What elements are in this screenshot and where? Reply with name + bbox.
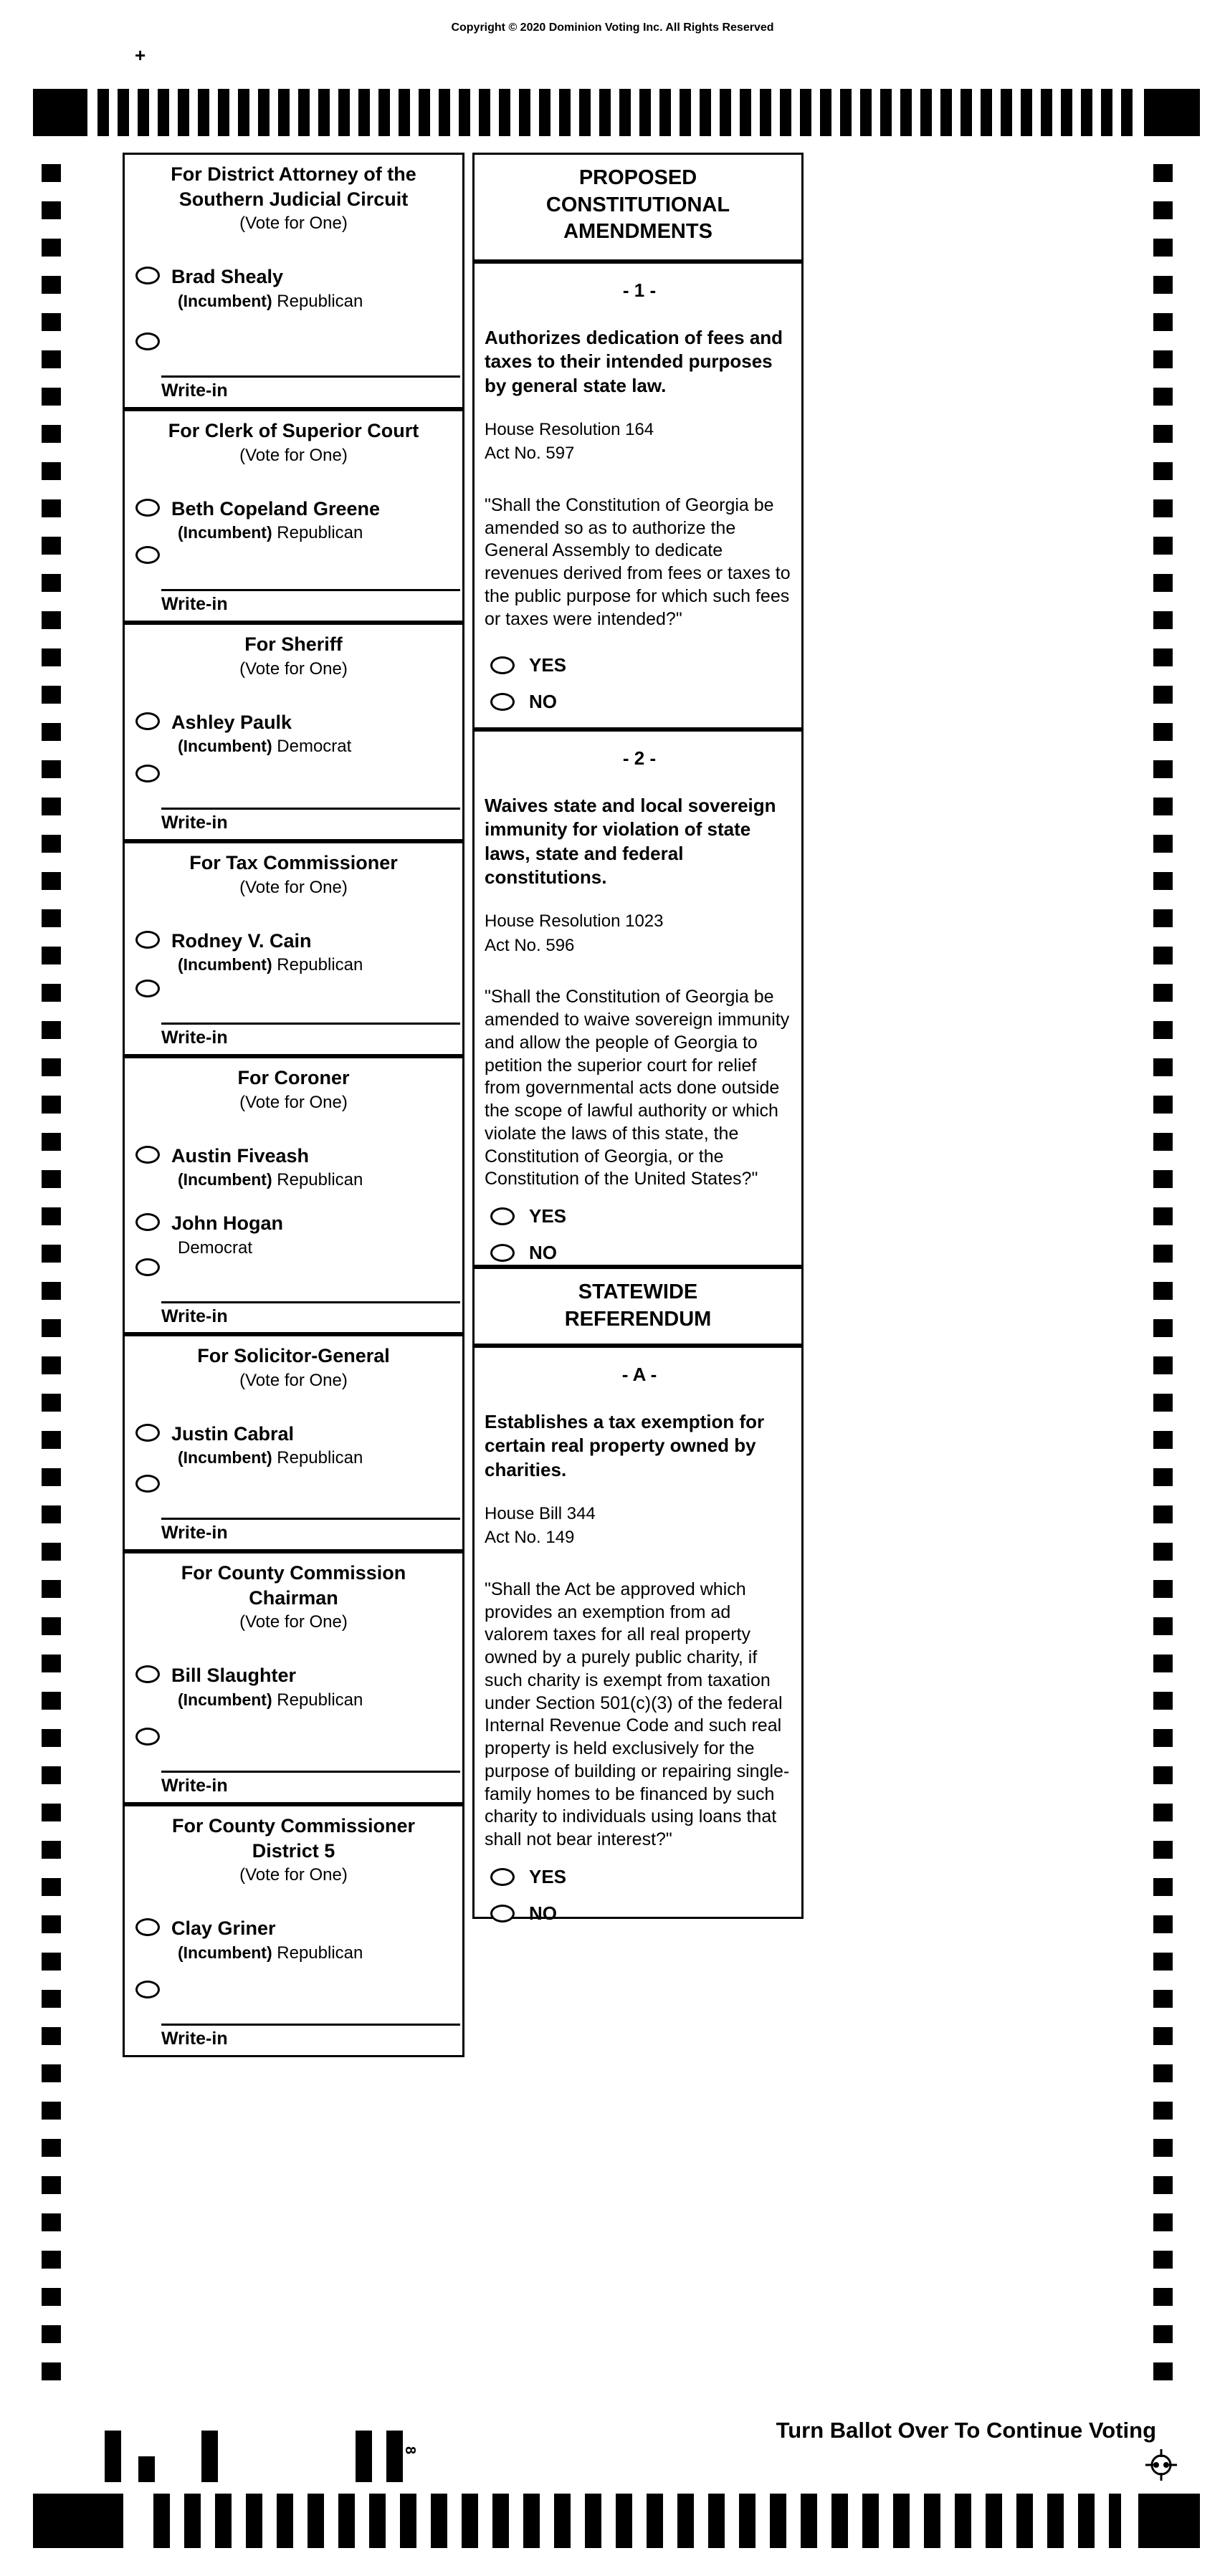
write-in-line: [161, 589, 460, 591]
write-in-line: [161, 375, 460, 378]
write-in-line: [161, 2024, 460, 2026]
section-header-proposed-constitutional-amendments: [472, 153, 804, 262]
yes-oval[interactable]: [490, 656, 515, 674]
authority-line: Act No. 597: [485, 444, 575, 464]
contest-title-line: Southern Judicial Circuit: [178, 188, 409, 210]
candidate-row: [125, 1424, 462, 1469]
no-oval[interactable]: [490, 693, 515, 711]
no-choice-row: [485, 1242, 794, 1264]
barcode-mark: [386, 2431, 403, 2482]
incumbent-label: (Incumbent): [178, 1170, 272, 1189]
candidate-info: [171, 267, 363, 312]
measure-authority: [485, 909, 794, 957]
oval-beth-copeland-greene[interactable]: [135, 499, 160, 517]
measure-number: - A -: [621, 1364, 657, 1385]
candidate-row: [125, 1213, 462, 1258]
contest-title: [125, 162, 462, 211]
candidate-subline: [178, 737, 351, 757]
contest-title: [125, 1561, 462, 1610]
write-in-oval[interactable]: [135, 1728, 160, 1746]
write-in-line: [161, 808, 460, 810]
candidate-row: [125, 712, 462, 757]
measure-question: "Shall the Constitution of Georgia be amended so as to authorize the General Assembly to dedicate revenues derived from fees or taxes to the public purpose for which such fees or taxes were intended?": [485, 494, 791, 629]
authority-line: House Resolution 164: [485, 419, 654, 439]
measure-choices: [485, 1852, 794, 1930]
write-in-label: Write-in: [161, 594, 228, 614]
timing-marks-right: [1153, 164, 1173, 2393]
contest-for-tax-commissioner: [123, 841, 464, 1056]
measure-authority: [485, 418, 794, 466]
write-in-label: Write-in: [161, 1306, 228, 1326]
candidate-name: Clay Griner: [171, 1917, 276, 1940]
contests-column: [123, 153, 464, 2057]
candidate-name: Justin Cabral: [171, 1422, 295, 1445]
write-in-label: Write-in: [161, 380, 228, 401]
candidate-name: Austin Fiveash: [171, 1144, 310, 1167]
barcode-mark: [356, 2431, 372, 2482]
party-label: Republican: [272, 523, 363, 543]
yes-choice-row: [485, 1205, 794, 1227]
timing-marks-top: [97, 89, 1134, 136]
measure-a: [472, 1346, 804, 1924]
vote-for-label: (Vote for One): [239, 1092, 348, 1112]
incumbent-label: (Incumbent): [178, 291, 272, 310]
candidate-info: [171, 499, 380, 544]
registration-mark-icon: [1143, 2446, 1180, 2484]
measure-summary: Waives state and local sovereign immunity for violation of state laws, state and federal constitutions.: [485, 795, 776, 888]
timing-marks-bottom: [153, 2494, 1121, 2548]
section-header-line: REFERENDUM: [564, 1307, 712, 1331]
contest-title: [125, 1344, 462, 1369]
write-in-oval[interactable]: [135, 332, 160, 350]
measure-number: - 2 -: [622, 747, 657, 769]
contest-title-line: For Solicitor-General: [197, 1345, 390, 1366]
candidate-row: [125, 1146, 462, 1191]
measure-summary: Authorizes dedication of fees and taxes to their intended purposes by general state law.: [485, 327, 783, 396]
candidate-name: Rodney V. Cain: [171, 929, 312, 952]
incumbent-label: (Incumbent): [178, 523, 272, 542]
write-in-oval[interactable]: [135, 765, 160, 782]
contest-title: [125, 418, 462, 444]
write-in-oval-row: [125, 1475, 462, 1496]
incumbent-label: (Incumbent): [178, 1690, 272, 1709]
contest-for-coroner: [123, 1056, 464, 1334]
candidate-info: [171, 1146, 363, 1191]
candidate-subline: [178, 292, 363, 312]
write-in-line: [161, 1023, 460, 1025]
contest-title: [125, 851, 462, 876]
timing-marks-left: [42, 164, 61, 2393]
oval-john-hogan[interactable]: [135, 1213, 160, 1231]
plus-mark: +: [135, 44, 146, 66]
write-in-label: Write-in: [161, 1776, 228, 1796]
vote-for-label: (Vote for One): [239, 877, 348, 897]
timing-block-bottom-right: [1138, 2494, 1200, 2548]
candidate-subline: [178, 1690, 363, 1710]
contest-for-county-commissioner-district-5: [123, 1804, 464, 2057]
timing-block-bottom-left: [33, 2494, 123, 2548]
barcode-mark: [138, 2456, 155, 2482]
party-label: Republican: [272, 291, 363, 311]
candidate-info: [171, 1213, 283, 1258]
measure-2: [472, 729, 804, 1267]
candidate-row: [125, 1918, 462, 1963]
measure-1: [472, 262, 804, 729]
measure-choices: [485, 640, 794, 719]
oval-bill-slaughter[interactable]: [135, 1665, 160, 1683]
candidate-name: Bill Slaughter: [171, 1665, 297, 1687]
party-label: Democrat: [178, 1237, 253, 1258]
copyright-text: Copyright © 2020 Dominion Voting Inc. All Rights Reserved: [451, 21, 774, 34]
candidate-subline: [178, 1943, 363, 1963]
authority-line: Act No. 149: [485, 1528, 575, 1548]
candidate-subline: [178, 523, 380, 543]
candidate-info: [171, 1424, 363, 1469]
contest-title-line: For Sheriff: [244, 633, 343, 655]
incumbent-label: (Incumbent): [178, 1943, 272, 1962]
write-in-oval-row: [125, 1728, 462, 1749]
timing-block-top-right: [1144, 89, 1200, 136]
contest-for-solicitor-general: [123, 1334, 464, 1551]
contest-for-clerk-of-superior-court: [123, 409, 464, 623]
contest-title-line: District 5: [252, 1839, 335, 1862]
oval-brad-shealy[interactable]: [135, 267, 160, 284]
authority-line: Act No. 596: [485, 935, 575, 955]
oval-clay-griner[interactable]: [135, 1918, 160, 1936]
candidate-name: Ashley Paulk: [171, 711, 292, 733]
oval-rodney-v-cain[interactable]: [135, 931, 160, 949]
yes-label: YES: [529, 654, 567, 676]
vote-for-label: (Vote for One): [239, 1865, 348, 1885]
candidate-name: John Hogan: [171, 1212, 283, 1235]
contest-title-line: Chairman: [249, 1586, 338, 1609]
yes-choice-row: [485, 1866, 794, 1888]
yes-oval[interactable]: [490, 1868, 515, 1886]
contest-title: [125, 1814, 462, 1863]
vote-for-label: (Vote for One): [239, 1370, 348, 1390]
contest-for-sheriff: [123, 623, 464, 841]
write-in-oval-row: [125, 1258, 462, 1280]
write-in-area: [125, 1475, 462, 1549]
authority-line: House Resolution 1023: [485, 911, 664, 932]
measure-summary: Establishes a tax exemption for certain real property owned by charities.: [485, 1411, 765, 1480]
candidate-row: [125, 267, 462, 312]
contest-title-line: For Clerk of Superior Court: [168, 420, 419, 441]
candidate-subline: [178, 1448, 363, 1468]
write-in-oval[interactable]: [135, 980, 160, 997]
party-label: Republican: [272, 1170, 363, 1190]
no-label: NO: [529, 1902, 557, 1924]
no-oval[interactable]: [490, 1905, 515, 1923]
write-in-area: [125, 765, 462, 839]
measure-choices: [485, 1191, 794, 1270]
contest-title-line: For Tax Commissioner: [189, 852, 398, 873]
write-in-oval-row: [125, 980, 462, 1001]
no-label: NO: [529, 691, 557, 712]
measure-authority: [485, 1502, 794, 1550]
candidate-row: [125, 499, 462, 544]
candidate-subline: [178, 1170, 363, 1190]
vote-for-label: (Vote for One): [239, 1612, 348, 1632]
measure-question: "Shall the Act be approved which provides an exemption from ad valorem taxes for all real property owned by a purely public charity, if such charity is exempt from taxation under Section 501(c)(3) of the federal Internal Revenue Code and such real property is held exclusively for the purpose of building or repairing single-family homes to be financed by such charity to individuals using loans that shall not bear interest?": [485, 1579, 790, 1850]
contest-title: [125, 1066, 462, 1091]
write-in-oval-row: [125, 546, 462, 568]
no-choice-row: [485, 691, 794, 713]
vote-for-label: (Vote for One): [239, 659, 348, 679]
write-in-area: [125, 1981, 462, 2055]
write-in-label: Write-in: [161, 813, 228, 833]
yes-label: YES: [529, 1865, 567, 1887]
oval-ashley-paulk[interactable]: [135, 712, 160, 730]
contest-title: [125, 632, 462, 657]
section-header-statewide-referendum: [472, 1267, 804, 1346]
candidate-info: [171, 1665, 363, 1710]
party-label: Republican: [272, 955, 363, 975]
oval-justin-cabral[interactable]: [135, 1424, 160, 1442]
section-header-line: CONSTITUTIONAL: [545, 193, 730, 216]
candidate-name: Beth Copeland Greene: [171, 497, 381, 519]
yes-choice-row: [485, 654, 794, 676]
candidate-subline: [178, 955, 363, 975]
candidate-info: [171, 712, 351, 757]
write-in-oval[interactable]: [135, 1475, 160, 1493]
contest-title-line: For District Attorney of the: [171, 163, 416, 185]
write-in-oval[interactable]: [135, 1981, 160, 1998]
no-oval[interactable]: [490, 1244, 515, 1262]
write-in-area: [125, 980, 462, 1054]
incumbent-label: (Incumbent): [178, 1448, 272, 1467]
contest-for-district-attorney-of-the-southern-judicial-circuit: [123, 153, 464, 409]
barcode-digit: 8: [402, 2446, 419, 2455]
candidate-info: [171, 931, 363, 976]
candidate-row: [125, 1665, 462, 1710]
section-header-line: AMENDMENTS: [563, 220, 712, 244]
authority-line: House Bill 344: [485, 1503, 596, 1523]
write-in-label: Write-in: [161, 1028, 228, 1048]
barcode-mark: [201, 2431, 218, 2482]
party-label: Democrat: [272, 737, 352, 757]
candidate-info: [171, 1918, 363, 1963]
measure-number: - 1 -: [622, 279, 657, 301]
candidate-row: [125, 931, 462, 976]
write-in-area: [125, 546, 462, 621]
yes-oval[interactable]: [490, 1207, 515, 1225]
write-in-line: [161, 1771, 460, 1773]
section-header-line: STATEWIDE: [578, 1280, 698, 1303]
write-in-oval-row: [125, 1981, 462, 2002]
write-in-area: [125, 1258, 462, 1333]
contest-title-line: For County Commissioner: [171, 1815, 416, 1837]
vote-for-label: (Vote for One): [239, 214, 348, 234]
write-in-line: [161, 1518, 460, 1520]
measures-column: [472, 153, 804, 1924]
party-label: Republican: [272, 1943, 363, 1963]
incumbent-label: (Incumbent): [178, 737, 272, 756]
write-in-label: Write-in: [161, 2029, 228, 2049]
write-in-oval[interactable]: [135, 546, 160, 564]
party-label: Republican: [272, 1690, 363, 1710]
barcode-mark: [105, 2431, 121, 2482]
timing-block-top-left: [33, 89, 87, 136]
no-label: NO: [529, 1242, 557, 1263]
write-in-line: [161, 1301, 460, 1303]
write-in-oval-row: [125, 332, 462, 354]
candidate-name: Brad Shealy: [171, 266, 284, 288]
oval-austin-fiveash[interactable]: [135, 1146, 160, 1164]
contest-title-line: For Coroner: [237, 1067, 350, 1088]
no-choice-row: [485, 1902, 794, 1925]
write-in-area: [125, 332, 462, 407]
turn-ballot-over-label: Turn Ballot Over To Continue Voting: [776, 2418, 1156, 2443]
write-in-oval-row: [125, 765, 462, 786]
write-in-area: [125, 1728, 462, 1802]
contest-title-line: For County Commission: [181, 1562, 406, 1584]
party-label: Republican: [272, 1448, 363, 1468]
write-in-label: Write-in: [161, 1523, 228, 1543]
incumbent-label: (Incumbent): [178, 955, 272, 975]
section-header-line: PROPOSED: [578, 166, 697, 189]
write-in-oval[interactable]: [135, 1258, 160, 1276]
measure-question: "Shall the Constitution of Georgia be amended to waive sovereign immunity and allow the people of Georgia to petition the superior court for relief from governmental acts done outside the scope of lawful authority or which violate the laws of this state, the Constitution of Georgia, or the Constitution of the United States?": [485, 987, 790, 1189]
contest-for-county-commission-chairman: [123, 1551, 464, 1804]
candidate-subline: [178, 1238, 283, 1258]
vote-for-label: (Vote for One): [239, 445, 348, 465]
yes-label: YES: [529, 1205, 567, 1227]
